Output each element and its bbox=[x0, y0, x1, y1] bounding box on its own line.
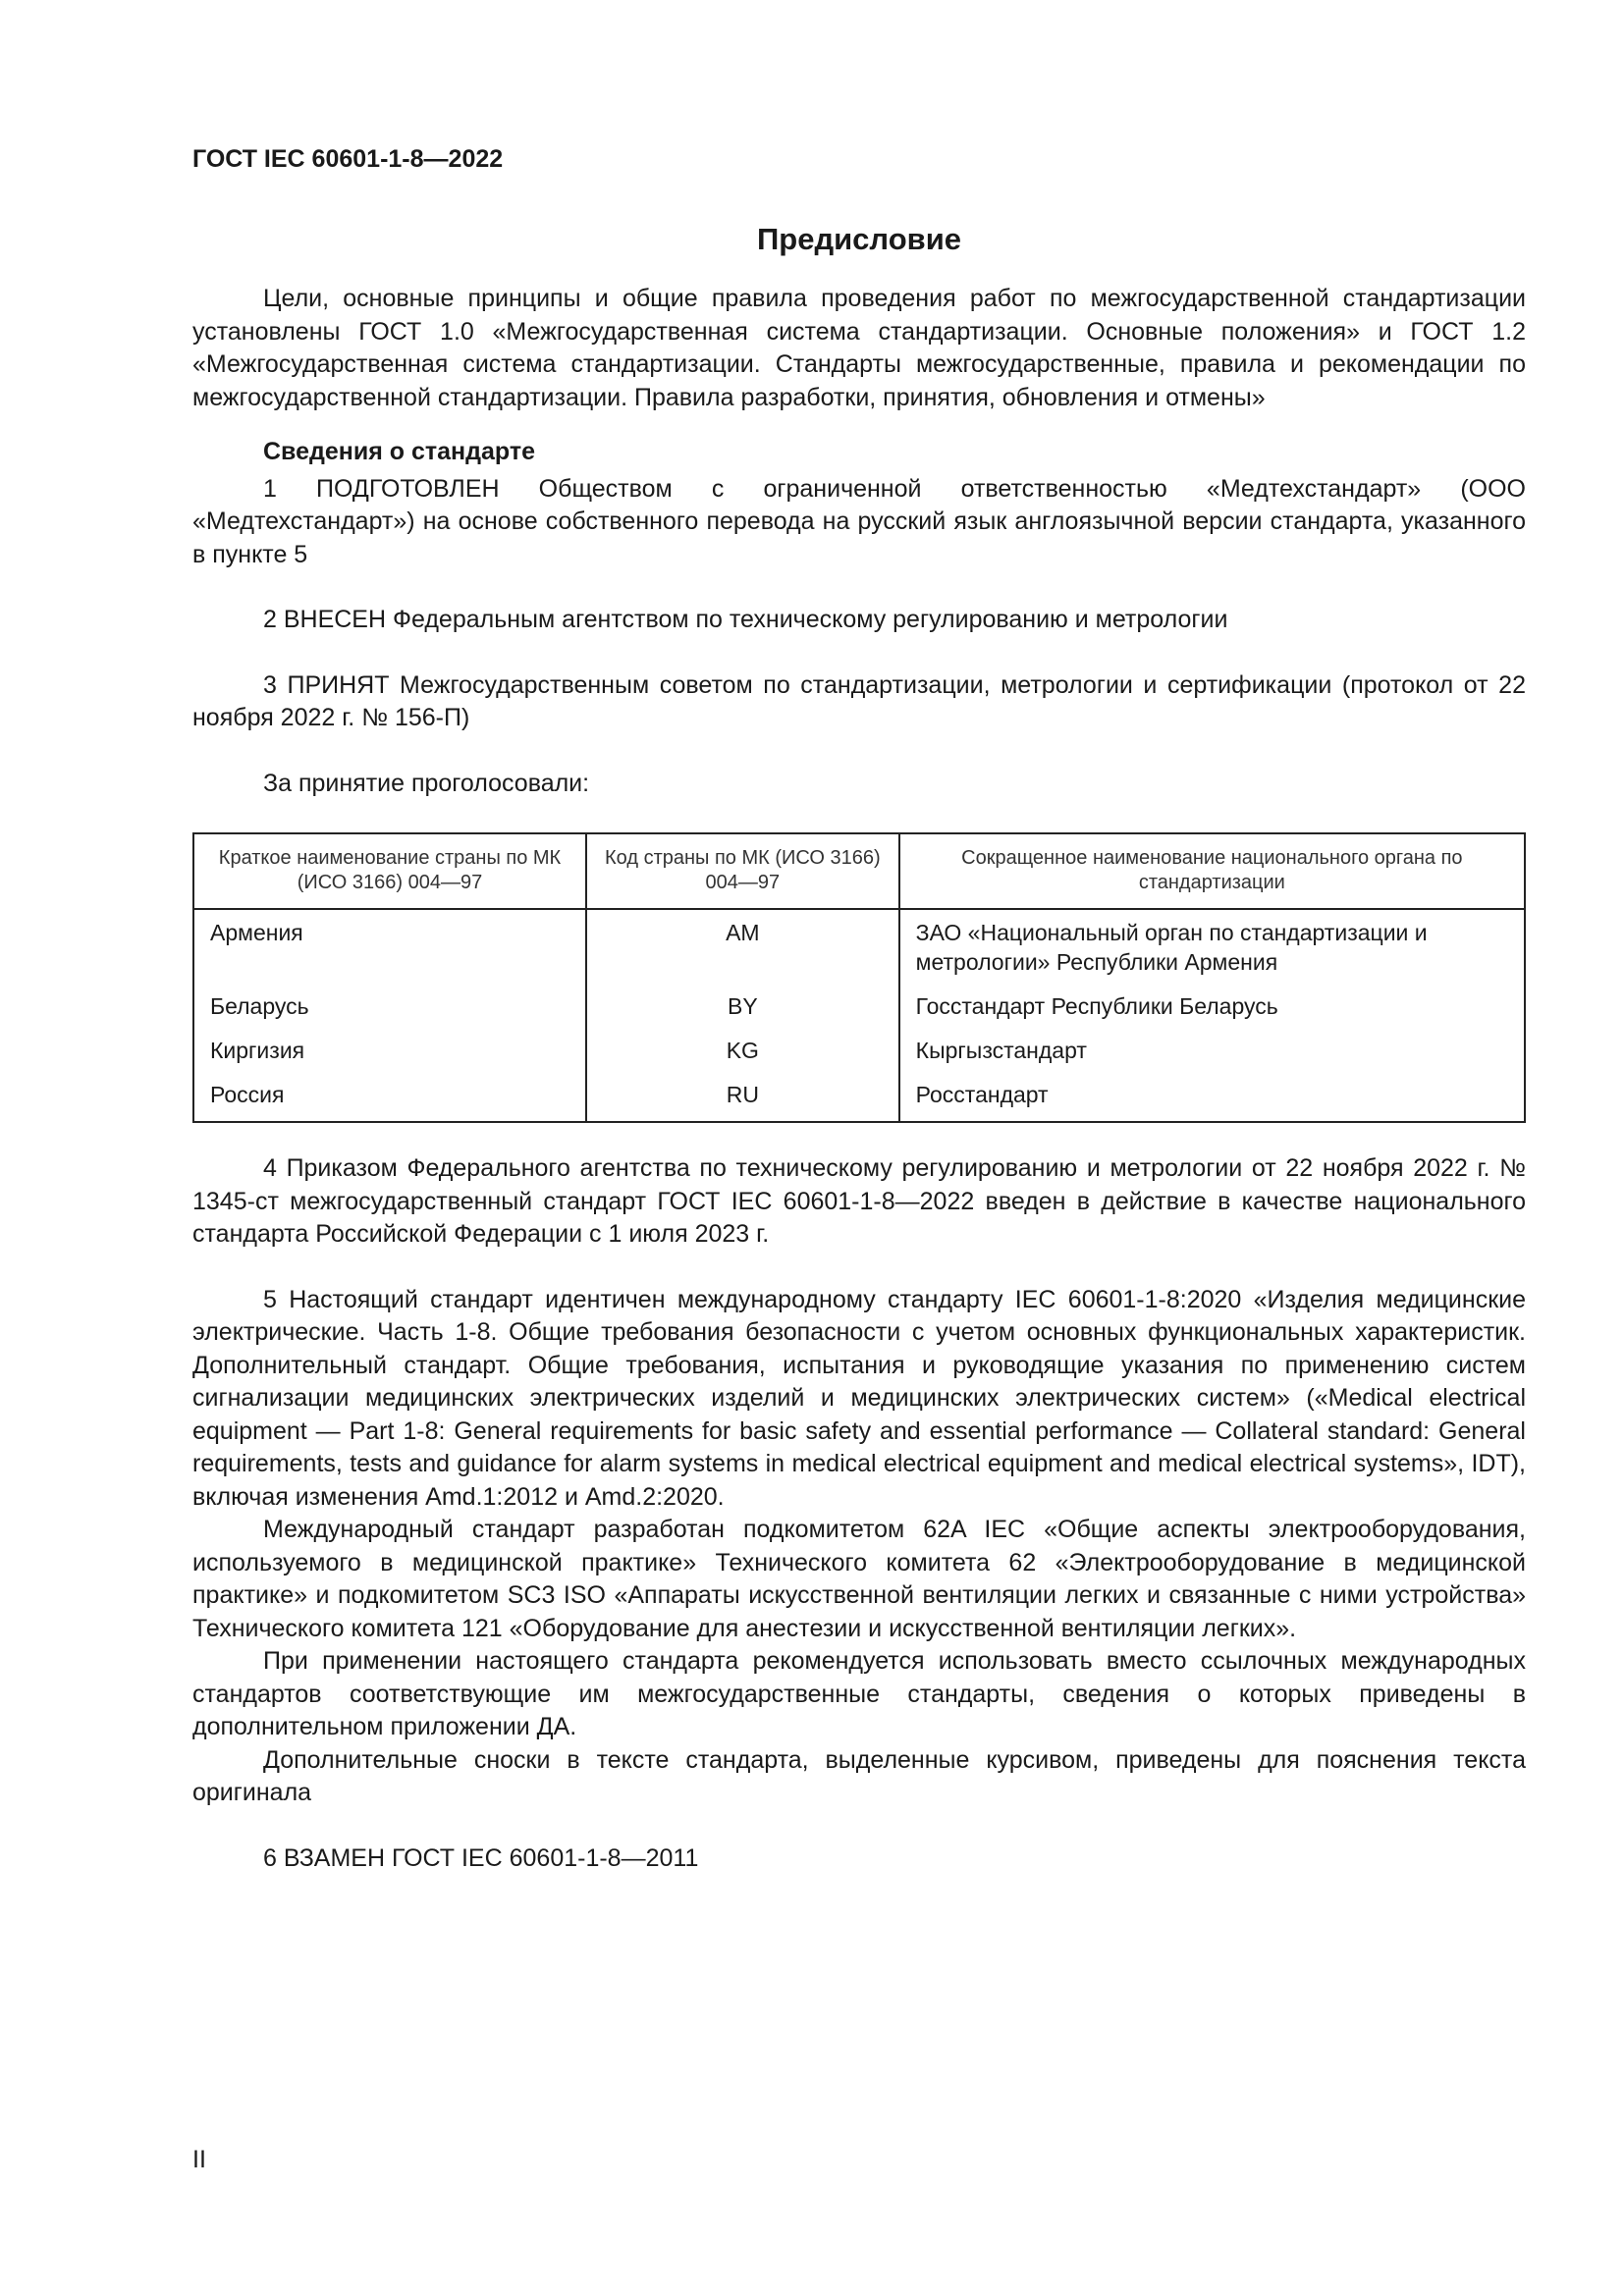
body-cell: Кыргызстандарт bbox=[899, 1033, 1525, 1077]
body-cell: ЗАО «Национальный орган по стандартизации и метрологии» Республики Армения bbox=[899, 909, 1525, 988]
section-subheading: Сведения о стандарте bbox=[263, 438, 536, 465]
table-header-row bbox=[193, 833, 1525, 909]
body-cell: Росстандарт bbox=[899, 1077, 1525, 1122]
country-cell: Россия bbox=[193, 1077, 586, 1122]
intro-paragraph: Цели, основные принципы и общие правила проведения работ по межгосударственной стандартизации установлены ГОСТ 1.0 «Межгосударственная система стандартизации. Основные положения» и ГОСТ 1.2 «Межгосударственная система стандартизации. Стандарты межгосударственные, правила и рекомендации по межгосударственной стандартизации. Правила разработки, принятия, обновления и отмены» bbox=[192, 285, 1526, 411]
page-title: Предисловие bbox=[756, 222, 961, 256]
item-5-usage-paragraph: При применении настоящего стандарта рекомендуется использовать вместо ссылочных международных стандартов соответствующие им межгосударственные стандарты, сведения о которых приведены в дополнительном приложении ДА. bbox=[192, 1647, 1526, 1740]
item-1-paragraph: 1 ПОДГОТОВЛЕН Обществом с ограниченной ответственностью «Медтехстандарт» (ООО «Медтехстандарт») на основе собственного перевода на русский язык англоязычной версии стандарта, указанного в пункте 5 bbox=[192, 474, 1526, 568]
item-5-developer-paragraph: Международный стандарт разработан подкомитетом 62A IEC «Общие аспекты электрооборудования, используемого в медицинской практике» Технического комитета 62 «Электрооборудование в медицинской практике» и подкомитетом SC3 ISO «Аппараты искусственной вентиляции легких и связанные с ними устройства» Технического комитета 121 «Оборудование для анестезии и искусственной вентиляции легких». bbox=[192, 1516, 1526, 1642]
table-header-body: Сокращенное наименование национального органа по стандартизации bbox=[899, 833, 1525, 909]
table-row bbox=[193, 1077, 1525, 1122]
country-cell: Киргизия bbox=[193, 1033, 586, 1077]
item-5-footnotes-paragraph: Дополнительные сноски в тексте стандарта, выделенные курсивом, приведены для пояснения текста оригинала bbox=[192, 1745, 1526, 1806]
country-cell: Армения bbox=[193, 909, 586, 988]
code-cell: AM bbox=[586, 909, 899, 988]
page-number: II bbox=[192, 2146, 206, 2173]
table-header-code: Код страны по МК (ИСО 3166) 004—97 bbox=[586, 833, 899, 909]
code-cell: RU bbox=[586, 1077, 899, 1122]
item-4-paragraph: 4 Приказом Федерального агентства по техническому регулированию и метрологии от 22 ноября 2022 г. № 1345-ст межгосударственный стандарт ГОСТ IEC 60601-1-8—2022 введен в действие в качестве национального стандарта Российской Федерации с 1 июля 2023 г. bbox=[192, 1154, 1526, 1248]
item-2-paragraph: 2 ВНЕСЕН Федеральным агентством по техническому регулированию и метрологии bbox=[263, 606, 1228, 633]
body-cell: Госстандарт Республики Беларусь bbox=[899, 988, 1525, 1033]
voting-table bbox=[192, 832, 1526, 1123]
table-header-country: Краткое наименование страны по МК (ИСО 3166) 004—97 bbox=[193, 833, 586, 909]
document-body bbox=[192, 283, 1526, 1875]
item-5-paragraph: 5 Настоящий стандарт идентичен международному стандарту IEC 60601-1-8:2020 «Изделия медицинские электрические. Часть 1-8. Общие требования безопасности с учетом основных функциональных характеристик. Дополнительный стандарт. Общие требования, испытания и руководящие указания по применению систем сигнализации медицинских электрических изделий и медицинских электрических систем» («Medical electrical equipment — Part 1-8: General requirements for basic safety and essential performance — Collateral standard: General requirements, tests and guidance for alarm systems in medical electrical equipment and medical electrical systems», IDT), включая изменения Amd.1:2012 и Amd.2:2020. bbox=[192, 1285, 1526, 1511]
table-row bbox=[193, 988, 1525, 1033]
document-header: ГОСТ IEC 60601-1-8—2022 bbox=[192, 145, 504, 173]
code-cell: KG bbox=[586, 1033, 899, 1077]
code-cell: BY bbox=[586, 988, 899, 1033]
country-cell: Беларусь bbox=[193, 988, 586, 1033]
table-row bbox=[193, 909, 1525, 988]
voted-paragraph: За принятие проголосовали: bbox=[263, 769, 590, 797]
table-row bbox=[193, 1033, 1525, 1077]
item-6-paragraph: 6 ВЗАМЕН ГОСТ IEC 60601-1-8—2011 bbox=[263, 1843, 699, 1872]
item-3-paragraph: 3 ПРИНЯТ Межгосударственным советом по стандартизации, метрологии и сертификации (протокол от 22 ноября 2022 г. № 156-П) bbox=[192, 670, 1526, 731]
